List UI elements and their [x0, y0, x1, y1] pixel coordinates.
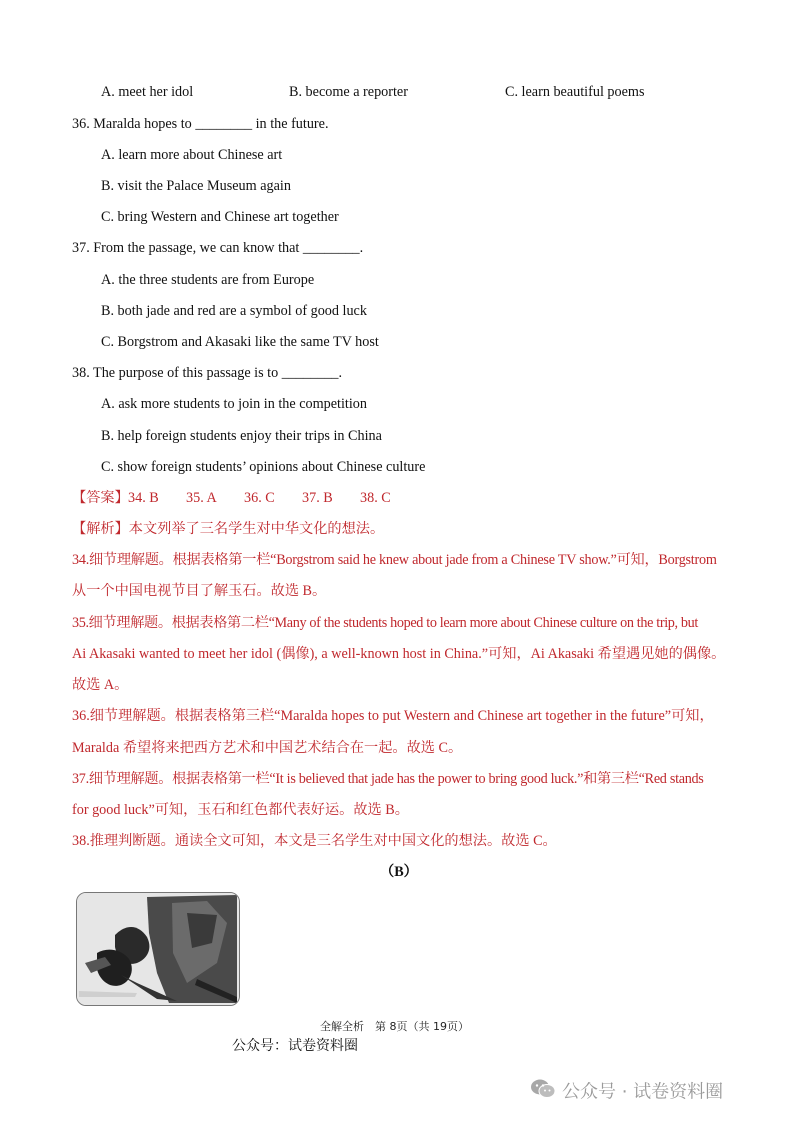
- q35-option-c: C. learn beautiful poems: [505, 84, 645, 100]
- q38-option-a: A. ask more students to join in the competition: [101, 396, 367, 412]
- q36-option-a: A. learn more about Chinese art: [101, 147, 283, 163]
- explanation-37-line2: for good luck”可知，玉石和红色都代表好运。故选 B。: [72, 802, 409, 818]
- q38-option-c: C. show foreign students’ opinions about Chinese culture: [101, 459, 426, 475]
- q37-stem: 37. From the passage, we can know that ________.: [72, 240, 364, 256]
- q35-option-a: A. meet her idol: [101, 84, 194, 100]
- q36-option-b: B. visit the Palace Museum again: [101, 178, 291, 194]
- wechat-icon: [530, 1078, 556, 1107]
- illustration-sketch: [77, 893, 239, 1005]
- q37-option-b: B. both jade and red are a symbol of good luck: [101, 303, 367, 319]
- analysis-intro: 【解析】本文列举了三名学生对中华文化的想法。: [72, 521, 385, 537]
- q35-option-b: B. become a reporter: [289, 84, 408, 100]
- answer-37: 37. B: [302, 490, 333, 506]
- answer-label: 【答案】: [72, 490, 129, 506]
- explanation-38: 38.推理判断题。通读全文可知，本文是三名学生对中国文化的想法。故选 C。: [72, 833, 557, 849]
- explanation-35-line3: 故选 A。: [72, 677, 129, 693]
- passage-illustration: [76, 892, 240, 1006]
- page-info: 全解全析 第 8页（共 19页）: [320, 1020, 469, 1033]
- account-text: 公众号：试卷资料圈: [232, 1038, 358, 1054]
- answer-row: [0, 488, 793, 508]
- answer-35: 35. A: [186, 490, 217, 506]
- explanation-34-line2: 从一个中国电视节目了解玉石。故选 B。: [72, 583, 327, 599]
- watermark: [530, 1078, 723, 1107]
- explanation-35-line2: Ai Akasaki wanted to meet her idol (偶像), a well-known host in China.”可知，Ai Akasaki 希望遇见她的偶像。: [72, 646, 726, 662]
- answer-38: 38. C: [360, 490, 391, 506]
- section-label: （B）: [380, 864, 418, 880]
- answer-36: 36. C: [244, 490, 275, 506]
- watermark-text: 公众号 · 试卷资料圈: [562, 1081, 724, 1103]
- explanation-36-line2: Maralda 希望将来把西方艺术和中国艺术结合在一起。故选 C。: [72, 740, 463, 756]
- q38-option-b: B. help foreign students enjoy their trips in China: [101, 428, 382, 444]
- q37-option-a: A. the three students are from Europe: [101, 272, 315, 288]
- q36-option-c: C. bring Western and Chinese art together: [101, 209, 339, 225]
- q37-option-c: C. Borgstrom and Akasaki like the same TV host: [101, 334, 379, 350]
- explanation-35-line1: 35.细节理解题。根据表格第二栏“Many of the students hoped to learn more about Chinese culture on the trip, but: [72, 615, 699, 631]
- q38-stem: 38. The purpose of this passage is to ________.: [72, 365, 343, 381]
- explanation-37-line1: 37.细节理解题。根据表格第一栏“It is believed that jade has the power to bring good luck.”和第三栏“Red stands: [72, 771, 704, 787]
- explanation-36-line1: 36.细节理解题。根据表格第三栏“Maralda hopes to put Western and Chinese art together in the future”可知，: [72, 708, 714, 724]
- explanation-34-line1: 34.细节理解题。根据表格第一栏“Borgstrom said he knew about jade from a Chinese TV show.”可知，Borgstrom: [72, 552, 717, 568]
- answer-34: 34. B: [128, 490, 159, 506]
- q36-stem: 36. Maralda hopes to ________ in the future.: [72, 116, 329, 132]
